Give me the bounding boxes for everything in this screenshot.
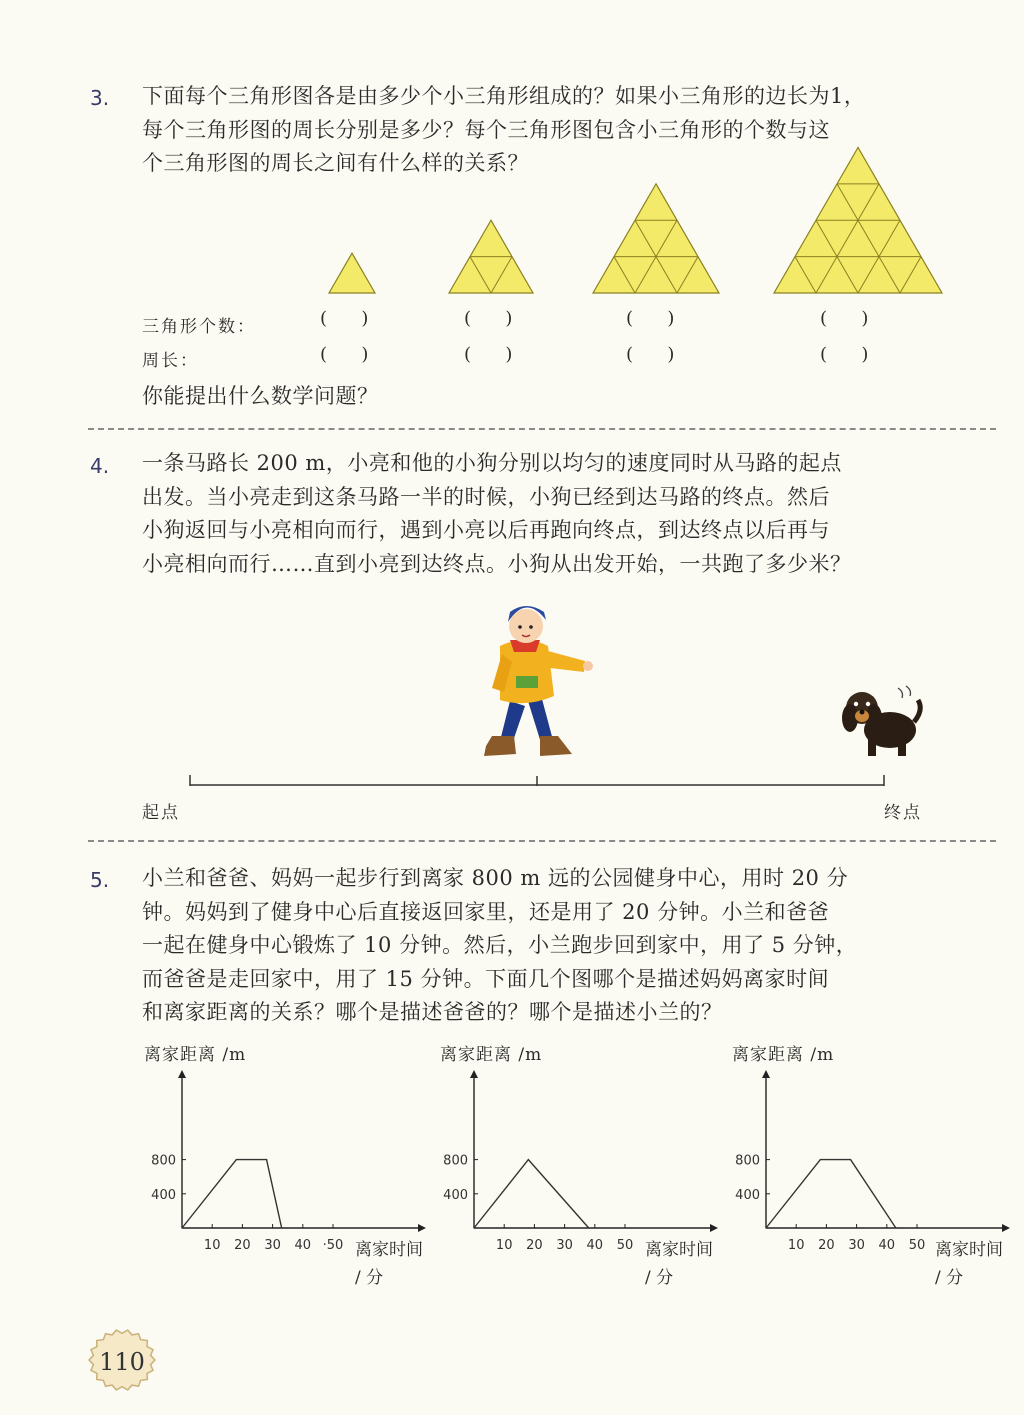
triangle-figures (0, 0, 1024, 300)
y-tick-label: 400 (443, 1187, 468, 1203)
chart-3-xlabel: 离家时间 / 分 (935, 1240, 1003, 1288)
perimeter-blank-1[interactable]: ( ) (320, 344, 369, 365)
chart-2-ylabel: 离家距离 /m (440, 1045, 543, 1065)
question-5-text (142, 862, 1002, 1030)
x-tick-label: 40 (878, 1238, 896, 1253)
x-tick-label: 10 (495, 1238, 513, 1253)
count-blank-4[interactable]: ( ) (820, 308, 869, 329)
q5-line-2: 钟。妈妈到了健身中心后直接返回家里，还是用了 20 分钟。小兰和爸爸 (142, 899, 830, 924)
x-tick-label: 30 (848, 1238, 865, 1253)
data-point (850, 1159, 851, 1160)
count-blank-2[interactable]: ( ) (464, 308, 513, 329)
road-start-label: 起点 (142, 803, 180, 823)
distance-series-line (766, 1160, 896, 1228)
chart-3-ylabel: 离家距离 /m (732, 1045, 835, 1065)
q3-line-3: 个三角形图的周长之间有什么样的关系？ (142, 151, 529, 175)
triangle-figure-1 (329, 253, 375, 293)
x-tick-label: 40 (586, 1238, 604, 1253)
distance-series-line (474, 1160, 589, 1228)
y-axis-arrow (470, 1070, 478, 1078)
section-divider (88, 840, 996, 842)
q5-line-5: 和离家距离的关系？哪个是描述爸爸的？哪个是描述小兰的？ (142, 1000, 723, 1024)
data-point (895, 1227, 896, 1228)
x-axis-arrow (710, 1224, 718, 1232)
data-point (181, 1227, 182, 1228)
q4-line-1: 一条马路长 200 m，小亮和他的小狗分别以均匀的速度同时从马路的起点 (142, 451, 842, 475)
x-axis-arrow (418, 1224, 426, 1232)
x-tick-label: 30 (264, 1238, 281, 1253)
perimeter-blank-2[interactable]: ( ) (464, 344, 513, 365)
chart-2-xlabel: 离家时间 / 分 (645, 1240, 713, 1288)
y-axis-arrow (762, 1070, 770, 1078)
y-tick-label: 800 (735, 1153, 760, 1169)
x-axis-arrow (1002, 1224, 1010, 1232)
q5-line-1: 小兰和爸爸、妈妈一起步行到离家 800 m 远的公园健身中心，用时 20 分 (142, 866, 849, 890)
x-tick-label: 20 (526, 1238, 543, 1253)
chart-3 (724, 1066, 1014, 1256)
question-4-number: 4. (90, 454, 110, 478)
question-3-number: 3. (90, 86, 110, 110)
chart-2 (432, 1066, 722, 1256)
chart-1-ylabel: 离家距离 /m (144, 1045, 247, 1065)
triangle-figure-4 (774, 148, 942, 293)
x-tick-label: 20 (234, 1238, 251, 1253)
chart-1 (140, 1066, 430, 1256)
q4-line-4: 小亮相向而行……直到小亮到达终点。小狗从出发开始，一共跑了多少米？ (142, 551, 852, 576)
q5-line-3: 一起在健身中心锻炼了 10 分钟。然后，小兰跑步回到家中，用了 5 分钟， (142, 933, 858, 957)
q4-line-3: 小狗返回与小亮相向而行，遇到小亮以后再跑向终点，到达终点以后再与 (142, 518, 830, 542)
q3-line-2: 每个三角形图的周长分别是多少？每个三角形图包含小三角形的个数与这 (142, 117, 830, 142)
data-point (266, 1159, 267, 1160)
chart-1-xlabel: 离家时间 / 分 (355, 1240, 423, 1288)
x-tick-label: 50 (616, 1238, 634, 1253)
question-4-text (142, 447, 1002, 581)
q4-line-2: 出发。当小亮走到这条马路一半的时候，小狗已经到达马路的终点。然后 (142, 484, 830, 509)
q3-followup-question: 你能提出什么数学问题？ (142, 384, 379, 408)
page-number: 110 (99, 1348, 145, 1376)
triangle-figure-3 (593, 184, 719, 293)
data-point (236, 1159, 237, 1160)
data-point (765, 1227, 766, 1228)
x-tick-label: 20 (818, 1238, 835, 1253)
section-divider (88, 428, 996, 430)
perimeter-blank-3[interactable]: ( ) (626, 344, 675, 365)
distance-series-line (182, 1160, 282, 1228)
perimeter-label: 周长： (142, 351, 199, 371)
data-point (281, 1227, 282, 1228)
count-blank-3[interactable]: ( ) (626, 308, 675, 329)
x-tick-label: 40 (294, 1238, 312, 1253)
data-point (473, 1227, 474, 1228)
triangle-count-label: 三角形个数： (142, 317, 256, 337)
q3-line-1: 下面每个三角形图各是由多少个小三角形组成的？如果小三角形的边长为1， (142, 84, 866, 108)
q5-line-4: 而爸爸是走回家中，用了 15 分钟。下面几个图哪个是描述妈妈离家时间 (142, 966, 830, 991)
y-tick-label: 400 (735, 1187, 760, 1203)
x-tick-label: 30 (556, 1238, 573, 1253)
count-blank-1[interactable]: ( ) (320, 308, 369, 329)
road-end-label: 终点 (884, 803, 922, 823)
data-point (588, 1227, 589, 1228)
question-5-number: 5. (90, 868, 110, 892)
triangle-figure-2 (449, 220, 533, 293)
x-tick-label: 10 (203, 1238, 221, 1253)
dog-illustration (832, 682, 927, 762)
road-diagram (180, 770, 900, 800)
page-number-badge (84, 1326, 160, 1394)
x-tick-label: 10 (787, 1238, 805, 1253)
boy-illustration (470, 596, 600, 766)
y-axis-arrow (178, 1070, 186, 1078)
perimeter-blank-4[interactable]: ( ) (820, 344, 869, 365)
x-tick-label: 50 (908, 1238, 926, 1253)
x-tick-label: ·50 (322, 1238, 344, 1253)
y-tick-label: 400 (151, 1187, 176, 1203)
y-tick-label: 800 (151, 1153, 176, 1169)
data-point (528, 1159, 529, 1160)
data-point (820, 1159, 821, 1160)
y-tick-label: 800 (443, 1153, 468, 1169)
